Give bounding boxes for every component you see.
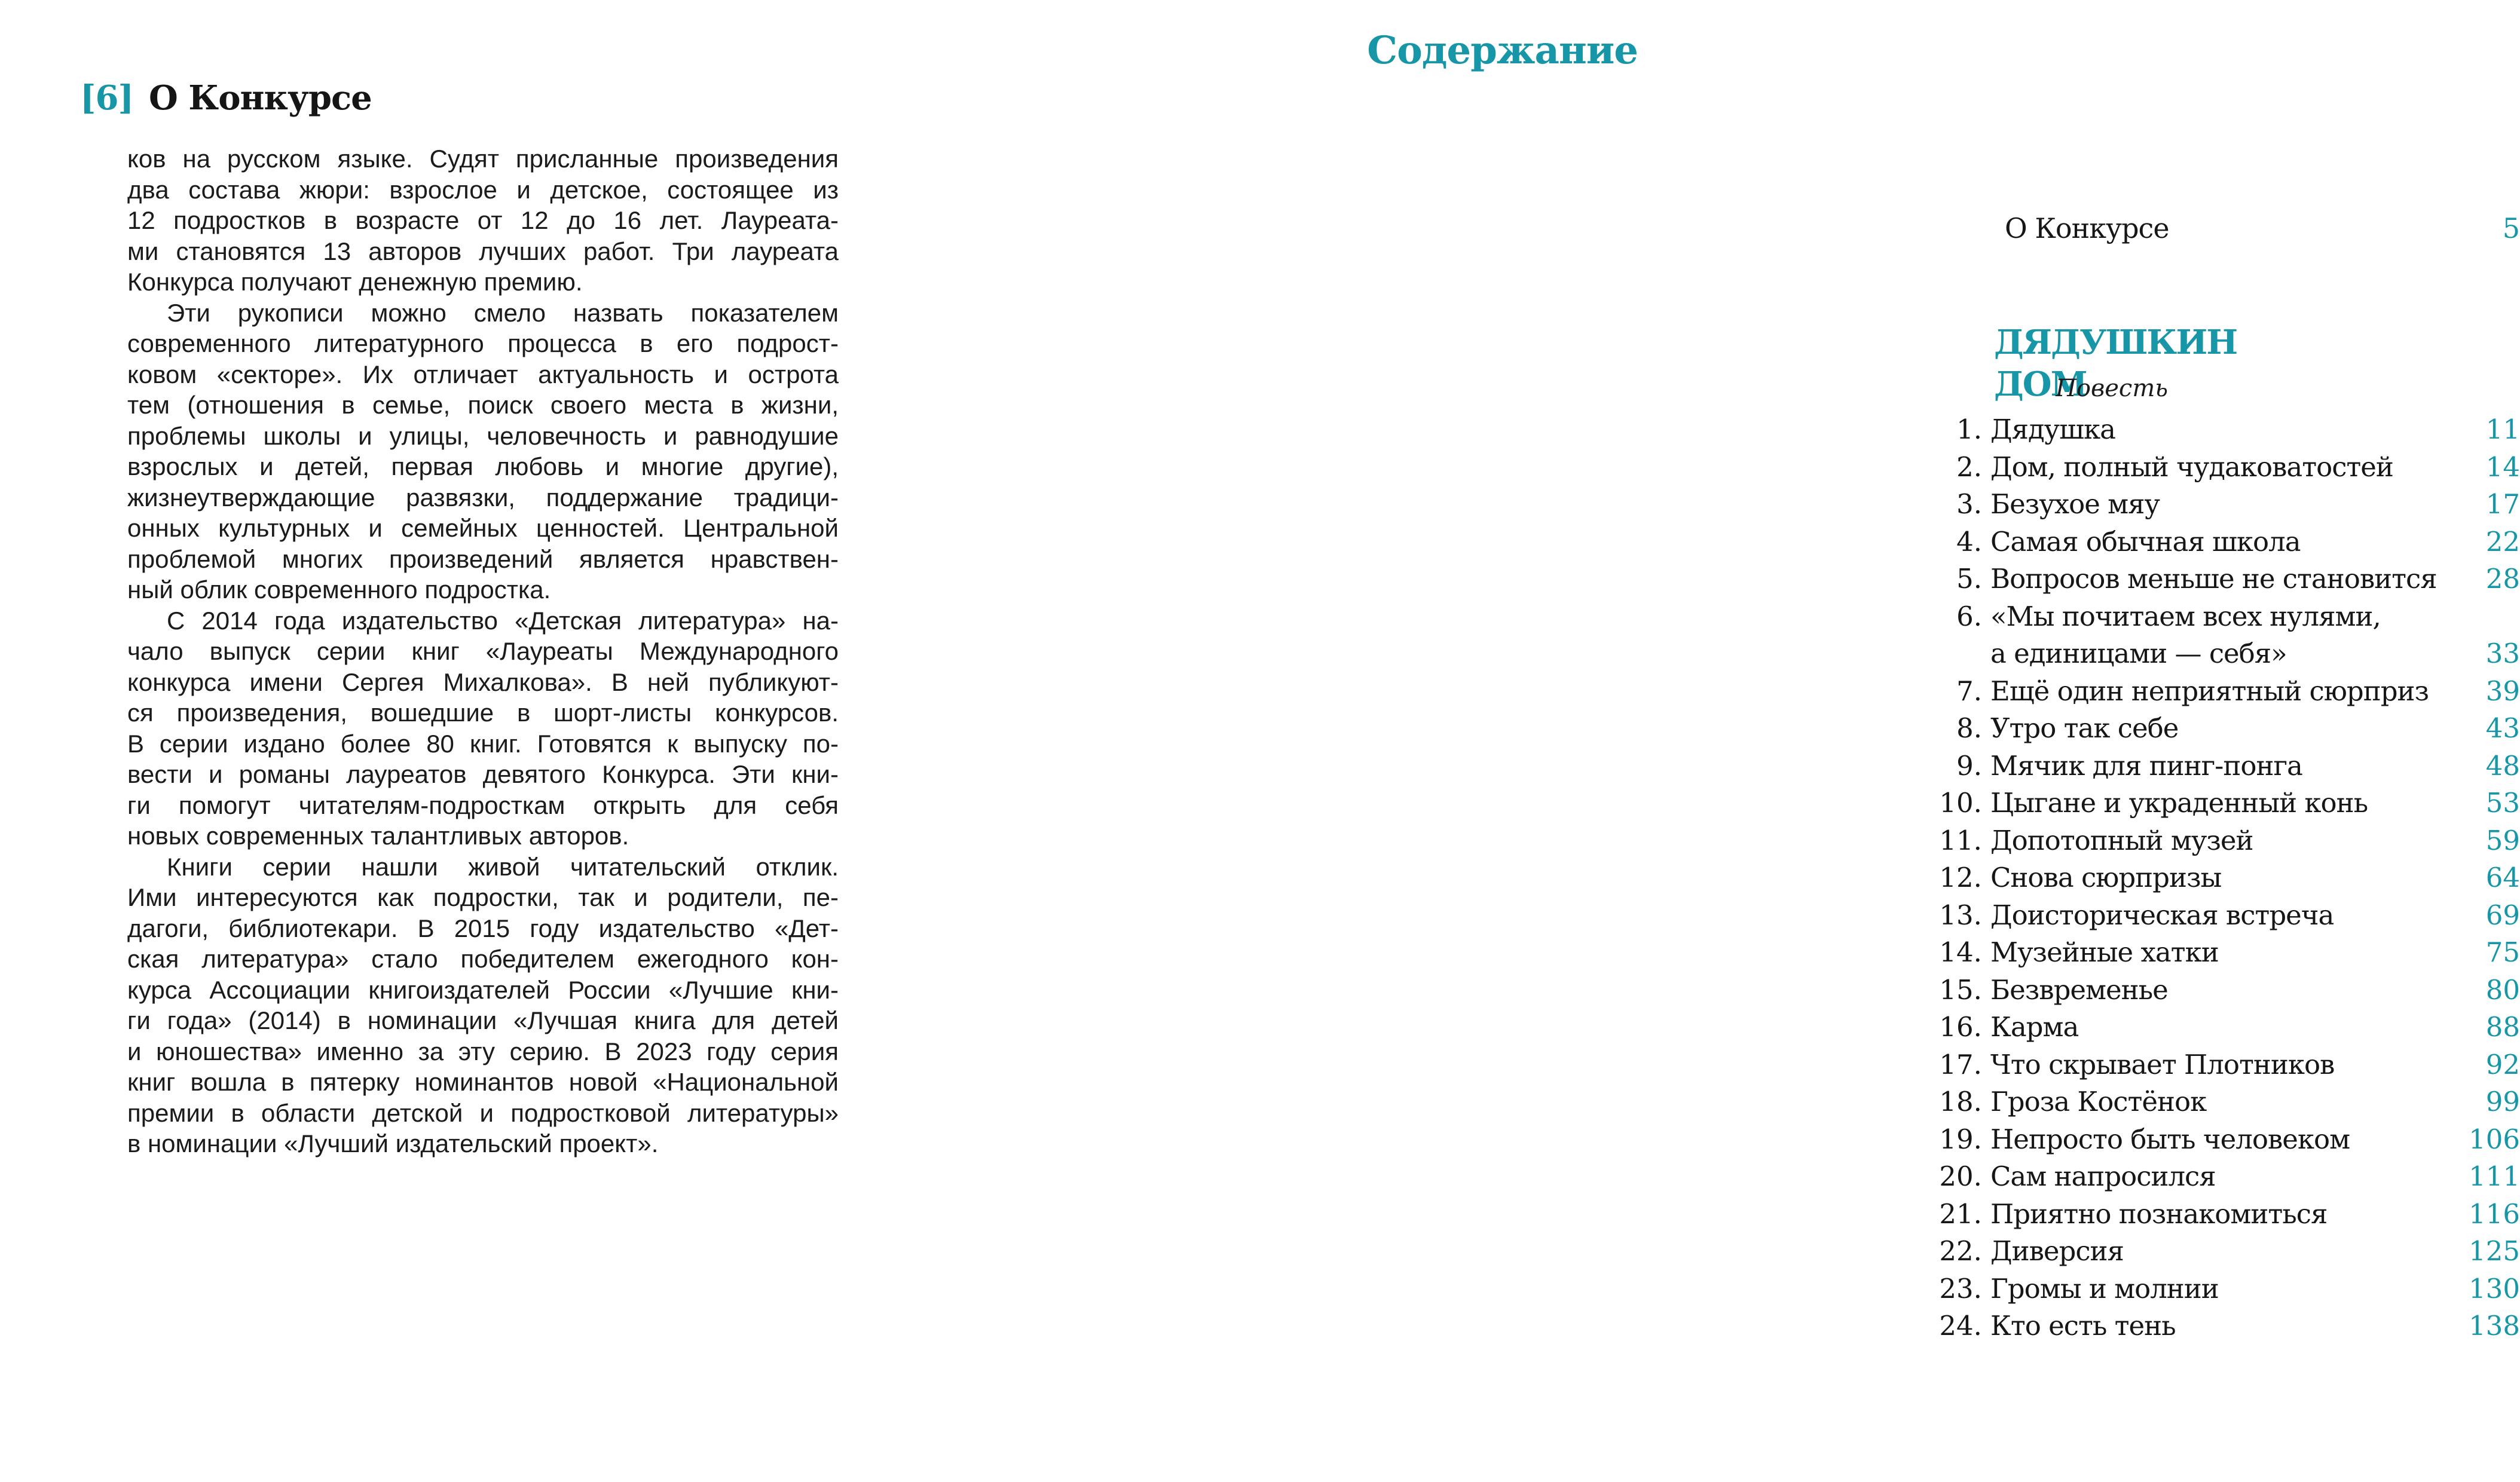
chapter-number: 17.	[1939, 1048, 1982, 1080]
body-line: ковом «секторе». Их отличает актуальность и острота	[127, 360, 839, 388]
chapter-number: 3.	[1956, 488, 1982, 520]
chapter-row	[1938, 785, 2520, 822]
body-line: и юношества» именно за эту серию. В 2023 году серия	[127, 1037, 839, 1065]
body-line: ская литература» стало победителем ежегодного кон-	[127, 945, 839, 973]
chapter-page: 22	[2485, 525, 2520, 558]
chapter-page: 43	[2485, 712, 2520, 744]
chapter-page: 64	[2485, 862, 2520, 893]
chapter-row	[1938, 411, 2520, 449]
chapter-label: Допотопный музей	[1990, 824, 2253, 856]
body-line: ный облик современного подростка.	[127, 575, 551, 604]
chapter-label: Кто есть тень	[1990, 1310, 2176, 1342]
chapter-number: 22.	[1939, 1235, 1982, 1267]
chapter-row	[1938, 1083, 2520, 1121]
chapter-number: 16.	[1939, 1011, 1982, 1043]
body-line: тем (отношения в семье, поиск своего места в жизни,	[127, 391, 839, 419]
chapter-row	[1938, 1308, 2520, 1345]
body-line: онных культурных и семейных ценностей. Центральной	[127, 514, 839, 542]
chapter-row	[1938, 635, 2520, 673]
chapter-label: Снова сюрпризы	[1990, 862, 2222, 893]
chapter-number: 4.	[1956, 525, 1982, 558]
chapter-label: Диверсия	[1990, 1235, 2124, 1267]
chapter-row	[1938, 897, 2520, 935]
chapter-label: «Мы почитаем всех нулями,	[1990, 600, 2381, 632]
chapter-number: 18.	[1939, 1086, 1982, 1117]
chapter-row	[1938, 859, 2520, 897]
chapter-page: 88	[2485, 1011, 2520, 1043]
chapter-row	[1938, 523, 2520, 561]
chapter-page: 53	[2485, 787, 2520, 819]
chapter-row	[1938, 1121, 2520, 1159]
body-line: конкурса имени Сергея Михалкова». В ней публикуют-	[127, 667, 839, 696]
chapter-row	[1938, 710, 2520, 748]
body-line: проблемы школы и улицы, человечность и равнодушие	[127, 421, 839, 450]
chapter-list	[1938, 411, 2520, 1345]
chapter-label: Вопросов меньше не становится	[1990, 563, 2437, 595]
chapter-label: Утро так себе	[1990, 712, 2179, 744]
chapter-number: 8.	[1956, 712, 1982, 744]
chapter-page: 17	[2485, 488, 2520, 520]
chapter-row	[1938, 934, 2520, 972]
chapter-number: 1.	[1956, 414, 1982, 445]
body-line: ков на русском языке. Судят присланные произведения	[127, 145, 839, 173]
toc-title: Содержание	[1367, 28, 1638, 73]
chapter-number: 19.	[1939, 1123, 1982, 1155]
chapter-label: Карма	[1990, 1011, 2079, 1043]
chapter-row	[1938, 1270, 2520, 1308]
chapter-number: 9.	[1956, 749, 1982, 782]
chapter-label: Доисторическая встреча	[1990, 899, 2334, 931]
chapter-row	[1938, 449, 2520, 486]
chapter-number: 5.	[1956, 563, 1982, 595]
body-text	[127, 143, 839, 1159]
body-line: дагоги, библиотекари. В 2015 году издательство «Дет-	[127, 914, 839, 942]
chapter-page: 130	[2469, 1272, 2520, 1305]
section-subtitle: Повесть	[2056, 375, 2169, 402]
chapter-page: 125	[2469, 1235, 2520, 1267]
chapter-number: 24.	[1939, 1310, 1982, 1342]
chapter-number: 14.	[1939, 936, 1982, 968]
body-line: новых современных талантливых авторов.	[127, 822, 629, 850]
body-line: ся произведения, вошедшие в шорт-листы конкурсов.	[127, 699, 839, 727]
chapter-label: Безухое мяу	[1990, 488, 2160, 520]
chapter-number: 10.	[1939, 787, 1982, 819]
body-line: книг вошла в пятерку номинантов новой «Национальной	[127, 1068, 839, 1096]
chapter-number: 11.	[1939, 824, 1982, 856]
chapter-page: 59	[2485, 824, 2520, 856]
chapter-page: 92	[2485, 1048, 2520, 1080]
chapter-label: Самая обычная школа	[1990, 525, 2301, 558]
chapter-page: 14	[2485, 451, 2520, 483]
chapter-label: Ещё один неприятный сюрприз	[1990, 675, 2429, 707]
body-line: чало выпуск серии книг «Лауреаты Международного	[127, 637, 839, 665]
chapter-number: 15.	[1939, 973, 1982, 1006]
chapter-row	[1938, 748, 2520, 785]
chapter-page: 48	[2485, 749, 2520, 782]
body-line: С 2014 года издательство «Детская литература» на-	[167, 606, 839, 635]
chapter-row	[1938, 1233, 2520, 1270]
body-line: ги года» (2014) в номинации «Лучшая книга для детей	[127, 1006, 839, 1034]
chapter-page: 69	[2485, 899, 2520, 931]
chapter-row	[1938, 486, 2520, 523]
chapter-number: 20.	[1939, 1161, 1982, 1192]
chapter-label: Музейные хатки	[1990, 936, 2219, 968]
chapter-label: Дом, полный чудаковатостей	[1990, 451, 2393, 483]
chapter-number: 23.	[1939, 1272, 1982, 1305]
chapter-row	[1938, 1046, 2520, 1084]
body-line: современного литературного процесса в его подрост-	[127, 329, 839, 357]
left-page	[0, 0, 882, 1482]
chapter-row	[1938, 822, 2520, 860]
left-page-header	[80, 76, 372, 120]
toc-front-entry	[2005, 210, 2520, 246]
body-line: в номинации «Лучший издательский проект».	[127, 1129, 659, 1158]
body-line: ги помогут читателям-подросткам открыть для себя	[127, 791, 839, 819]
chapter-label: Сам напросился	[1990, 1161, 2216, 1192]
chapter-page: 39	[2485, 675, 2520, 707]
chapter-page: 106	[2469, 1123, 2520, 1155]
body-line: проблемой многих произведений является нравствен-	[127, 544, 839, 573]
chapter-page: 75	[2485, 936, 2520, 968]
chapter-row	[1938, 1009, 2520, 1046]
chapter-number: 7.	[1956, 675, 1982, 707]
chapter-page: 28	[2485, 563, 2520, 595]
chapter-label: Приятно познакомиться	[1990, 1198, 2328, 1230]
body-line: В серии издано более 80 книг. Готовятся к выпуску по-	[127, 729, 839, 758]
body-line: вести и романы лауреатов девятого Конкурса. Эти кни-	[127, 760, 839, 788]
body-line: взрослых и детей, первая любовь и многие другие),	[127, 452, 839, 480]
chapter-label: Непросто быть человеком	[1990, 1123, 2350, 1155]
body-line: премии в области детской и подростковой литературы»	[127, 1098, 839, 1127]
chapter-label: Что скрывает Плотников	[1990, 1048, 2335, 1080]
chapter-label: Дядушка	[1990, 414, 2115, 445]
chapter-number: 21.	[1939, 1198, 1982, 1230]
chapter-page: 80	[2485, 973, 2520, 1006]
chapter-row	[1938, 598, 2520, 636]
body-line: 12 подростков в возрасте от 12 до 16 лет. Лауреата-	[127, 206, 839, 234]
chapter-row	[1938, 561, 2520, 598]
body-line: Ими интересуются как подростки, так и родители, пе-	[127, 883, 839, 911]
body-line: Эти рукописи можно смело назвать показателем	[167, 298, 839, 327]
chapter-page: 111	[2469, 1161, 2520, 1192]
chapter-page: 99	[2485, 1086, 2520, 1117]
chapter-label: Безвременье	[1990, 973, 2168, 1006]
running-head-title: О Конкурсе	[148, 78, 372, 118]
chapter-row	[1938, 972, 2520, 1009]
body-line: Конкурса получают денежную премию.	[127, 268, 583, 296]
chapter-page: 138	[2469, 1310, 2520, 1342]
chapter-label: а единицами — себя»	[1990, 638, 2287, 669]
chapter-label: Цыгане и украденный конь	[1990, 787, 2368, 819]
body-line: курса Ассоциации книгоиздателей России «Лучшие кни-	[127, 975, 839, 1004]
chapter-page: 33	[2485, 638, 2520, 669]
chapter-number: 2.	[1956, 451, 1982, 483]
front-entry-page: 5	[2502, 212, 2520, 244]
chapter-row	[1938, 673, 2520, 711]
chapter-label: Громы и молнии	[1990, 1272, 2219, 1305]
body-line: ми становятся 13 авторов лучших работ. Три лауреата	[127, 237, 839, 265]
section-title: ДЯДУШКИН ДОМ	[1994, 323, 2237, 404]
chapter-number: 12.	[1939, 862, 1982, 893]
chapter-label: Мячик для пинг-понга	[1990, 749, 2302, 782]
right-page	[882, 0, 2520, 1482]
chapter-label: Гроза Костёнок	[1990, 1086, 2207, 1117]
chapter-number: 13.	[1939, 899, 1982, 931]
body-line: Книги серии нашли живой читательский отклик.	[167, 852, 839, 881]
body-line: жизнеутверждающие развязки, поддержание традици-	[127, 483, 839, 512]
chapter-row	[1938, 1158, 2520, 1196]
chapter-page: 11	[2485, 414, 2520, 445]
front-entry-label: О Конкурсе	[2005, 212, 2169, 244]
chapter-number: 6.	[1956, 600, 1982, 632]
page-number-marker: [6]	[80, 78, 133, 118]
chapter-row	[1938, 1196, 2520, 1233]
chapter-page: 116	[2469, 1198, 2520, 1230]
body-line: два состава жюри: взрослое и детское, состоящее из	[127, 175, 839, 204]
